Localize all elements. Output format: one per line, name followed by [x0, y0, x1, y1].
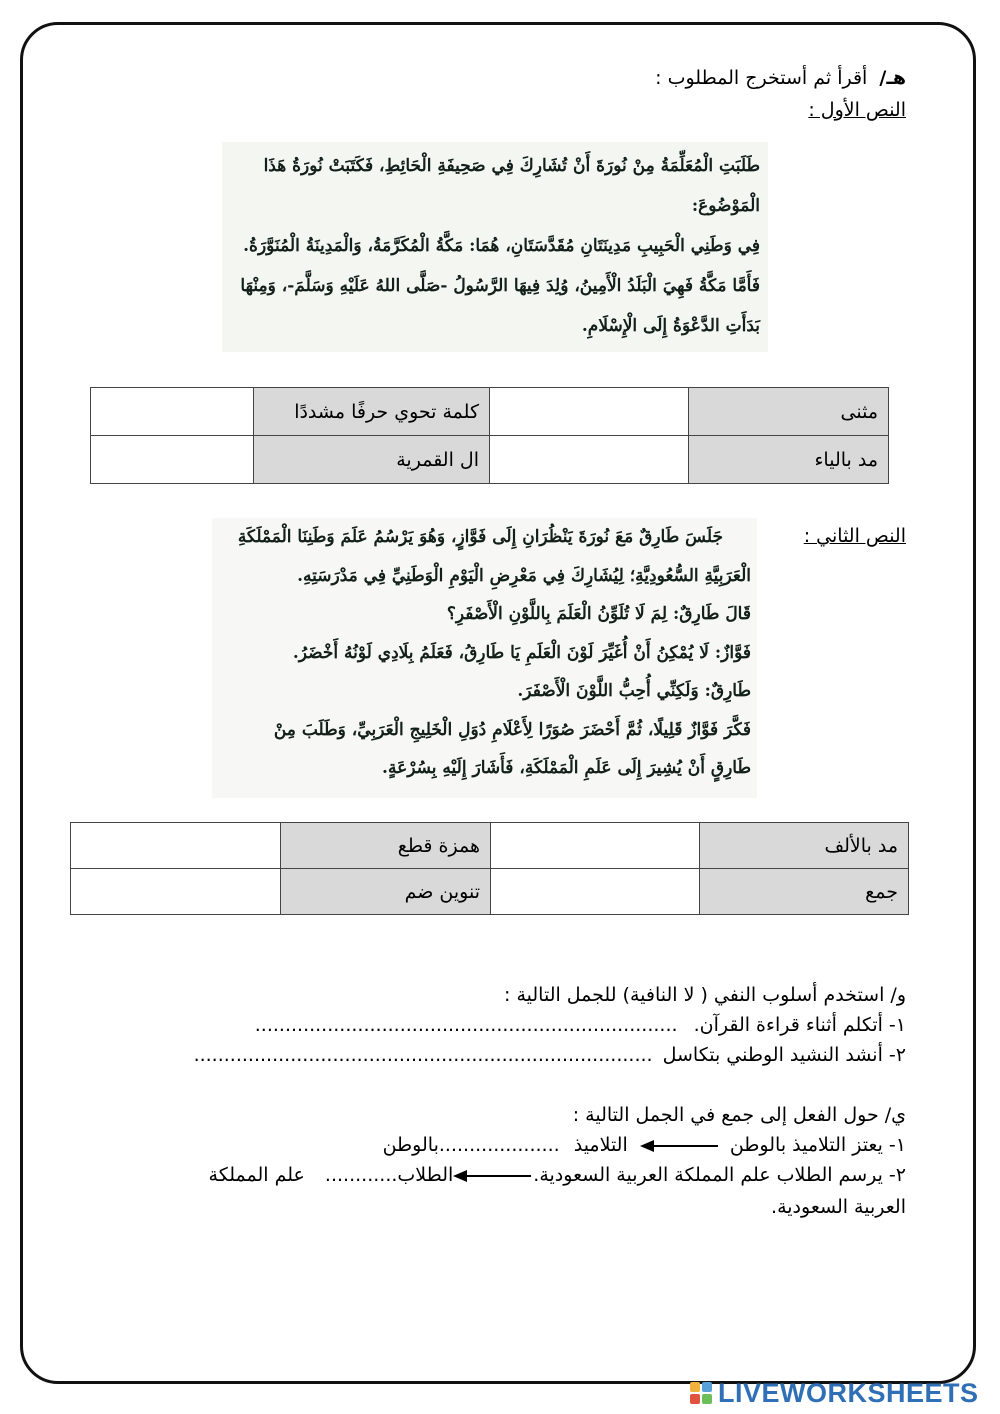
table-2-answer-madd-alif[interactable]	[491, 823, 700, 869]
section-w-item-1-text: ١- أتكلم أثناء قراءة القرآن.	[693, 1014, 906, 1036]
left-arrow-icon	[640, 1139, 718, 1153]
section-y-item-2-source: ٢- يرسم الطلاب علم المملكة العربية السعودية.	[533, 1164, 906, 1186]
section-y-item-2-subject: الطلاب	[397, 1164, 454, 1186]
passage-2-line: طَارِقٌ: وَلَكِنِّي أُحِبُّ اللَّوْنَ الْأَصْفَرَ.	[517, 681, 751, 701]
section-y-item-2-tail: علم المملكة	[208, 1164, 305, 1186]
table-1-label-madd-ya: مد بالياء	[689, 436, 889, 484]
left-arrow-icon	[453, 1169, 531, 1183]
table-2-label-madd-alif: مد بالألف	[700, 823, 909, 869]
section-y-item-1-source: ١- يعتز التلاميذ بالوطن	[729, 1134, 906, 1156]
passage-2-line: فَوَّازٌ: لَا يُمْكِنُ أَنْ أُغَيِّرَ لَوْنَ الْعَلَمِ يَا طَارِقُ، فَعَلَمُ بِلَادِي لَوْنُهُ أَخْضَرُ.	[292, 642, 751, 663]
table-1-answer-madd-ya[interactable]	[490, 436, 689, 484]
liveworksheets-logo	[690, 1378, 979, 1409]
section-h-header	[655, 66, 906, 90]
section-w-item-1-blank[interactable]: ......................................................................	[254, 1014, 678, 1036]
table-1-label-qamariya: ال القمرية	[254, 436, 490, 484]
table-2-label-tanween: تنوين ضم	[281, 869, 491, 915]
passage-2-line: فَكَّرَ فَوَّازٌ قَلِيلًا، ثُمَّ أَحْضَرَ صُوَرًا لِأَعْلَامِ دُوَلِ الْخَلِيجِ الْعَرَبِيِّ، وَطَلَبَ مِنْ	[273, 719, 751, 740]
section-w-item-2-blank[interactable]: ............................................................................	[193, 1044, 653, 1066]
section-h-label: هـ/	[879, 67, 906, 89]
table-row	[71, 823, 909, 869]
section-y-item-2	[209, 1163, 906, 1187]
table-row	[91, 388, 889, 436]
table-2	[70, 822, 909, 915]
section-w-item-1	[255, 1013, 906, 1037]
table-1-answer-shadda[interactable]	[91, 388, 254, 436]
passage-2-line: طَارِقٍ أَنْ يُشِيرَ إِلَى عَلَمِ الْمَمْلَكَةِ، فَأَشَارَ إِلَيْهِ بِسُرْعَةٍ.	[382, 758, 751, 778]
passage-2-line: الْعَرَبِيَّةِ السُّعُودِيَّةِ؛ لِيُشَارِكَ فِي مَعْرِضِ الْيَوْمِ الْوَطَنِيِّ فِي مَدْرَسَتِهِ.	[297, 565, 751, 586]
passage-1-line: الْمَوْضُوعَ:	[691, 196, 760, 216]
table-2-answer-tanween[interactable]	[71, 869, 281, 915]
passage-2	[212, 518, 757, 798]
section-w-item-2-text: ٢- أنشد النشيد الوطني بتكاسل	[662, 1044, 906, 1066]
section-y-item-2-blank[interactable]: ............	[324, 1164, 398, 1186]
section-w-title: و/ استخدم أسلوب النفي ( لا النافية) للجمل التالية :	[504, 984, 906, 1006]
passage-1-line: فَأَمَّا مَكَّةُ فَهِيَ الْبَلَدُ الْأَمِينُ، وُلِدَ فِيهَا الرَّسُولُ -صَلَّى اللهُ عَلَيْهِ وَسَلَّمَ-، وَمِنْهَا	[240, 276, 760, 296]
section-h-instruction: أقرأ ثم أستخرج المطلوب :	[655, 67, 868, 89]
table-2-label-plural: جمع	[700, 869, 909, 915]
section-y-item-2-continuation: العربية السعودية.	[771, 1196, 906, 1218]
table-1	[90, 387, 889, 484]
passage-1	[222, 142, 768, 352]
text2-heading: النص الثاني :	[803, 525, 906, 547]
table-1-answer-qamariya[interactable]	[91, 436, 254, 484]
table-2-label-hamza: همزة قطع	[281, 823, 491, 869]
table-2-answer-hamza[interactable]	[71, 823, 281, 869]
text1-heading: النص الأول :	[808, 99, 906, 121]
passage-1-line: طَلَبَتِ الْمُعَلِّمَةُ مِنْ نُورَةَ أَنْ تُشَارِكَ فِي صَحِيفَةِ الْحَائِطِ، فَكَتَبَتْ نُورَةُ هَذَا	[263, 156, 760, 176]
logo-grid-icon	[690, 1382, 714, 1406]
passage-1-line: بَدَأَتِ الدَّعْوَةُ إِلَى الْإِسْلَامِ.	[581, 316, 760, 336]
passage-1-line: فِي وَطَنِي الْحَبِيبِ مَدِينَتَانِ مُقَدَّسَتَانِ، هُمَا: مَكَّةُ الْمُكَرَّمَةُ، وَالْمَدِينَةُ الْمُنَوَّرَةُ.	[243, 236, 760, 256]
passage-2-line: جَلَسَ طَارِقٌ مَعَ نُورَةَ يَنْظُرَانِ إِلَى فَوَّازٍ، وَهُوَ يَرْسُمُ عَلَمَ وَطَنِنَا الْمَمْلَكَةِ	[237, 527, 723, 547]
section-w-item-2	[194, 1043, 906, 1067]
passage-2-line: قَالَ طَارِقٌ: لِمَ لَا تُلَوِّنُ الْعَلَمَ بِاللَّوْنِ الْأَصْفَرِ؟	[446, 604, 751, 624]
section-y-item-1-subject: التلاميذ	[573, 1134, 628, 1156]
section-y-item-1-tail: بالوطن	[382, 1134, 439, 1156]
table-row	[91, 436, 889, 484]
section-y-title: ي/ حول الفعل إلى جمع في الجمل التالية :	[572, 1104, 906, 1126]
table-row	[71, 869, 909, 915]
section-y-item-1-blank[interactable]: ....................	[438, 1134, 560, 1156]
table-1-label-dual: مثنى	[689, 388, 889, 436]
table-1-label-shadda: كلمة تحوي حرفًا مشددًا	[254, 388, 490, 436]
table-2-answer-plural[interactable]	[491, 869, 700, 915]
logo-text: LIVEWORKSHEETS	[718, 1378, 979, 1408]
section-y-item-1	[383, 1133, 906, 1157]
table-1-answer-dual[interactable]	[490, 388, 689, 436]
